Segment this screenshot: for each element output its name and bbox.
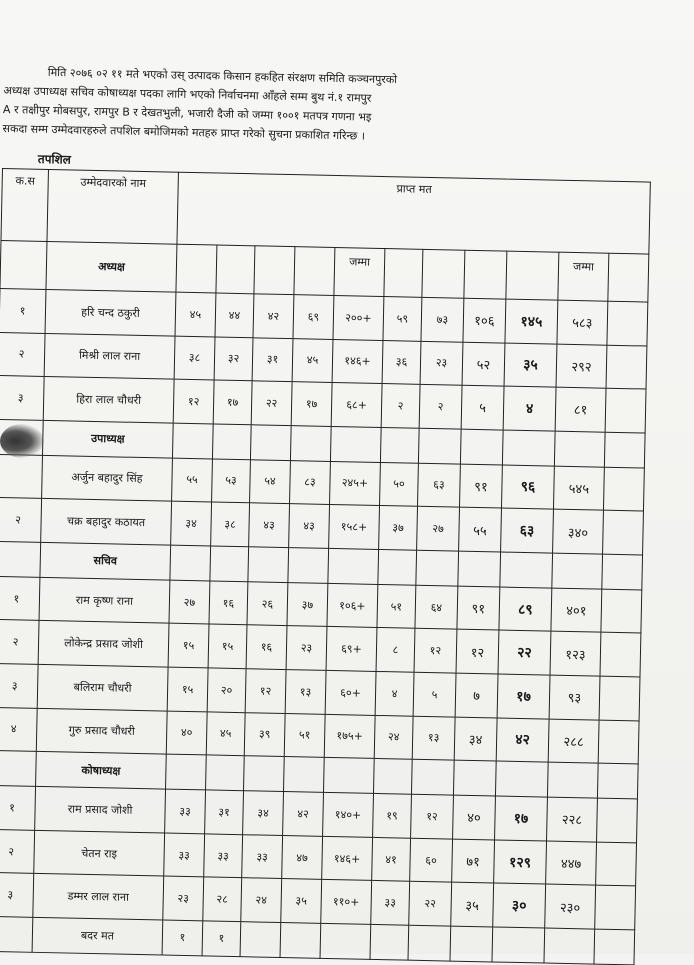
vote-cell: १७ <box>495 796 548 841</box>
vote-cell: ४७ <box>282 835 323 879</box>
vote-cell: ४२ <box>496 718 549 763</box>
vote-cell: २२ <box>409 882 452 926</box>
vote-cell: ३३ <box>164 833 205 877</box>
vote-cell: २७ <box>417 507 460 551</box>
vote-cell: १०६ <box>463 298 506 342</box>
vote-cell: २६ <box>247 582 288 626</box>
vote-cell: ५५ <box>172 458 213 502</box>
empty-cell <box>380 427 419 463</box>
vote-cell: २३० <box>545 884 596 929</box>
empty-cell <box>598 720 639 764</box>
vote-cell: ६० <box>410 838 453 882</box>
vote-cell: २२८ <box>547 797 598 842</box>
intro-line-1: मिति २०७६ ०२ ११ मते भएको उस् उत्पादक किसान हकहित संरक्षण समिति कञ्चनपुरको <box>47 65 398 87</box>
vote-cell: १२ <box>456 630 499 674</box>
vote-cell: ४१ <box>372 837 411 881</box>
list-heading: तपशिल <box>37 151 72 167</box>
sn-cell <box>0 240 47 289</box>
candidate-name: हरि चन्द ठकुरी <box>45 289 176 335</box>
empty-cell <box>602 554 643 590</box>
vote-cell: ६९ <box>293 295 334 339</box>
total-label: जम्मा <box>334 247 385 296</box>
vote-cell: ३७ <box>379 506 418 550</box>
empty-cell <box>495 761 548 797</box>
candidate-name: राम प्रसाद जोशी <box>35 786 166 832</box>
vote-cell: १७ <box>291 382 332 426</box>
vote-cell: ८१ <box>555 387 606 432</box>
vote-cell: ३३ <box>204 834 243 878</box>
sn-cell <box>0 541 41 577</box>
vote-cell: ६३ <box>418 463 461 507</box>
vote-cell: १४५ <box>505 299 558 344</box>
vote-cell: ४० <box>453 795 496 839</box>
empty-cell <box>603 467 644 511</box>
vote-cell: ५१ <box>284 713 325 757</box>
vote-cell: ३१ <box>252 337 293 381</box>
sn-cell: ३ <box>0 663 38 708</box>
vote-cell: १७ <box>213 380 252 424</box>
vote-cell: १५ <box>167 667 208 711</box>
candidate-name: चक्र बहादुर कठायत <box>41 499 172 545</box>
sn-cell <box>0 916 33 952</box>
vote-cell: १२३ <box>550 632 601 677</box>
vote-cell: ३३ <box>242 834 283 878</box>
vote-cell: ३२ <box>214 337 253 381</box>
sn-cell: २ <box>0 332 45 377</box>
invalid-label: बदर मत <box>32 917 163 955</box>
empty-cell <box>288 547 329 583</box>
vote-cell: ८९ <box>499 587 552 632</box>
vote-cell: २४ <box>241 878 282 922</box>
empty-cell <box>216 245 255 294</box>
candidate-name: लोकेन्द्र प्रसाद जोशी <box>38 621 169 667</box>
vote-cell: १ <box>162 920 203 956</box>
empty-cell <box>284 757 325 793</box>
vote-cell: ९३ <box>549 675 600 720</box>
empty-cell <box>416 550 459 586</box>
empty-cell <box>240 922 281 958</box>
empty-cell <box>606 345 647 389</box>
total-label: जम्मा <box>558 252 609 301</box>
candidate-name: हिरा लाल चौधरी <box>43 377 174 423</box>
vote-cell: ४२ <box>283 792 324 836</box>
empty-cell <box>597 798 638 842</box>
vote-cell: १२ <box>173 379 214 423</box>
vote-cell: ३४ <box>171 501 212 545</box>
candidate-name: अर्जुन बहादुर सिंह <box>42 455 173 501</box>
sn-cell: २ <box>0 829 35 874</box>
empty-cell <box>460 429 503 465</box>
empty-cell <box>384 249 423 298</box>
vote-cell: ३४ <box>243 791 284 835</box>
vote-cell: १४०+ <box>323 792 374 837</box>
vote-cell: ५५ <box>459 507 502 551</box>
sn-cell <box>0 751 36 787</box>
vote-cell: ४०१ <box>551 588 602 633</box>
sn-cell: २ <box>0 620 39 665</box>
vote-cell: ३४ <box>454 717 497 761</box>
candidate-name: गुरु प्रसाद चौधरी <box>36 708 167 754</box>
vote-cell: ३६ <box>382 340 421 384</box>
empty-cell <box>408 925 451 961</box>
empty-cell <box>280 922 321 958</box>
vote-cell: १३ <box>412 716 455 760</box>
candidate-name: बलिराम चौधरी <box>37 664 168 710</box>
sn-cell: ३ <box>0 873 34 918</box>
empty-cell <box>604 432 645 468</box>
vote-cell: १४६+ <box>332 339 383 384</box>
section-title: उपाध्यक्ष <box>42 420 173 458</box>
empty-cell <box>370 924 409 960</box>
vote-cell: ३५ <box>504 343 557 388</box>
empty-cell <box>170 545 211 581</box>
sn-cell: २ <box>0 498 42 543</box>
col-name-header: उम्मेदवारको नाम <box>47 169 178 244</box>
empty-cell <box>608 253 649 302</box>
vote-cell: ८ <box>376 628 415 672</box>
vote-cell: २ <box>419 384 462 428</box>
vote-cell: १२ <box>414 629 457 673</box>
vote-cell: १ <box>202 921 241 957</box>
col-sn-header: क.स <box>1 169 48 242</box>
sn-cell: १ <box>0 786 36 831</box>
vote-cell: ९१ <box>459 464 502 508</box>
empty-cell <box>601 589 642 633</box>
vote-cell: ५ <box>413 672 456 716</box>
section-title: सचिव <box>40 542 171 580</box>
empty-cell <box>596 842 637 886</box>
intro-line-4: सकदा सम्म उम्मेदवारहरुले तपशिल बमोजिमको मतहरु प्राप्त गरेको सुचना प्रकाशित गरिन्छ । <box>2 121 366 143</box>
sn-cell: ४ <box>0 707 37 752</box>
vote-cell: २ <box>381 384 420 428</box>
vote-cell: २२ <box>251 381 292 425</box>
vote-cell: ४५ <box>206 712 245 756</box>
vote-cell: ११०+ <box>321 880 372 925</box>
vote-cell: ३८ <box>174 336 215 380</box>
empty-cell <box>373 759 412 795</box>
empty-cell <box>248 547 289 583</box>
vote-cell: ३७ <box>287 582 328 626</box>
vote-cell: १३ <box>285 670 326 714</box>
empty-cell <box>212 424 251 460</box>
vote-cell: ३९ <box>244 712 285 756</box>
candidate-name: डम्मर लाल राना <box>33 874 164 920</box>
empty-cell <box>254 246 295 295</box>
empty-cell <box>599 676 640 720</box>
empty-cell <box>244 756 285 792</box>
vote-cell: ६८+ <box>331 383 382 428</box>
vote-cell: ५३ <box>212 459 251 503</box>
vote-cell: २३ <box>286 626 327 670</box>
intro-paragraph <box>2 62 603 151</box>
empty-cell <box>290 425 331 461</box>
vote-cell: ७१ <box>452 839 495 883</box>
vote-cell: ३३ <box>165 789 206 833</box>
empty-cell <box>172 423 213 459</box>
empty-cell <box>600 633 641 677</box>
empty-cell <box>418 428 461 464</box>
results-table <box>0 168 651 965</box>
vote-cell: ५० <box>380 462 419 506</box>
vote-cell: ५९ <box>383 296 422 340</box>
vote-cell: ५४५ <box>553 466 604 511</box>
vote-cell: ४३ <box>249 503 290 547</box>
vote-cell: २२ <box>498 630 551 675</box>
empty-cell <box>594 929 635 965</box>
vote-cell: २८ <box>203 877 242 921</box>
header-row <box>1 169 650 255</box>
vote-cell: २३ <box>420 341 463 385</box>
empty-cell <box>328 548 379 584</box>
vote-cell: १५८+ <box>329 505 380 550</box>
vote-cell: ४४ <box>215 293 254 337</box>
vote-cell: १७५+ <box>324 714 375 759</box>
vote-cell: १०६+ <box>327 583 378 628</box>
vote-cell: ३५ <box>281 879 322 923</box>
vote-cell: ३५ <box>451 882 494 926</box>
vote-cell: १६ <box>209 581 248 625</box>
vote-cell: ३८ <box>211 502 250 546</box>
vote-cell: ९६ <box>501 465 554 510</box>
empty-cell <box>552 553 603 589</box>
vote-cell: ४४७ <box>546 841 597 886</box>
vote-cell: ६४ <box>415 585 458 629</box>
vote-cell: ५१ <box>377 584 416 628</box>
empty-cell <box>176 244 217 293</box>
vote-cell: २० <box>207 668 246 712</box>
sn-cell: १ <box>0 576 40 621</box>
vote-cell: ८३ <box>290 460 331 504</box>
vote-cell: ९१ <box>457 586 500 630</box>
candidate-name: राम कृष्ण राना <box>39 577 170 623</box>
vote-cell: ३४० <box>553 509 604 554</box>
results-table-body <box>0 169 650 965</box>
empty-cell <box>492 927 545 963</box>
empty-cell <box>206 755 245 791</box>
results-table-wrap <box>0 168 650 965</box>
vote-cell: २८८ <box>548 719 599 764</box>
vote-cell: १२ <box>411 794 454 838</box>
vote-cell: ४० <box>166 711 207 755</box>
empty-cell <box>544 928 595 964</box>
empty-cell <box>250 425 291 461</box>
empty-cell <box>323 758 374 794</box>
candidate-name: चेतन राइ <box>34 830 165 876</box>
vote-cell: ३० <box>493 883 546 928</box>
empty-cell <box>506 251 559 300</box>
sn-cell <box>0 454 42 499</box>
sn-cell: ३ <box>0 376 44 421</box>
empty-cell <box>378 549 417 585</box>
vote-cell: २३ <box>163 876 204 920</box>
empty-cell <box>554 431 605 467</box>
vote-cell: ७ <box>455 673 498 717</box>
empty-cell <box>166 754 207 790</box>
vote-cell: २७ <box>169 580 210 624</box>
vote-cell: ७३ <box>421 297 464 341</box>
vote-cell: ६९+ <box>326 627 377 672</box>
vote-cell: १६ <box>246 625 287 669</box>
vote-cell: ४२ <box>253 294 294 338</box>
empty-cell <box>597 763 638 799</box>
vote-cell: ६३ <box>501 508 554 553</box>
vote-cell: २४५+ <box>330 461 381 506</box>
sn-cell: १ <box>0 288 46 333</box>
vote-cell: ६०+ <box>325 670 376 715</box>
vote-cell: ३१ <box>205 790 244 834</box>
vote-cell: ५८३ <box>557 300 608 345</box>
empty-cell <box>603 510 644 554</box>
vote-cell: १९ <box>373 794 412 838</box>
candidate-name: मिश्री लाल राना <box>44 333 175 379</box>
vote-cell: ५४ <box>250 459 291 503</box>
section-title: अध्यक्ष <box>46 241 177 292</box>
vote-cell: १५ <box>208 624 247 668</box>
vote-cell: १७ <box>497 674 550 719</box>
empty-cell <box>422 249 465 298</box>
vote-cell: १२ <box>245 669 286 713</box>
intro-line-3: A र तक्षीपुर मोबसपुर, रामपुर B र देखतभुली, भजारी दैजी को जम्मा १००१ मतपत्र गणना भइ <box>2 102 372 124</box>
vote-cell: २९२ <box>556 344 607 389</box>
empty-cell <box>294 247 335 296</box>
empty-cell <box>411 759 454 795</box>
vote-cell: ४ <box>375 671 414 715</box>
empty-cell <box>453 760 496 796</box>
vote-cell: २००+ <box>333 295 384 340</box>
vote-cell: १५ <box>168 624 209 668</box>
vote-cell: ४ <box>503 386 556 431</box>
empty-cell <box>210 546 249 582</box>
vote-cell: ४३ <box>289 504 330 548</box>
vote-cell: २४ <box>374 715 413 759</box>
vote-cell: ५२ <box>462 342 505 386</box>
section-title: कोषाध्यक्ष <box>36 752 167 790</box>
vote-cell: ५ <box>461 385 504 429</box>
col-votes-header: प्राप्त मत <box>177 172 650 254</box>
empty-cell <box>607 301 648 345</box>
vote-cell: १४६+ <box>322 836 373 881</box>
intro-line-2: अध्यक्ष उपाध्यक्ष सचिव कोषाध्यक्ष पदका लागि भएको निर्वाचनमा आँहले सम्म बुथ नं.१ रामपुर <box>3 83 372 105</box>
empty-cell <box>502 430 555 466</box>
empty-cell <box>450 926 493 962</box>
empty-cell <box>547 762 598 798</box>
vote-cell: ३३ <box>371 881 410 925</box>
empty-cell <box>464 250 507 299</box>
vote-cell: १२९ <box>494 840 547 885</box>
empty-cell <box>458 551 501 587</box>
vote-cell: ४५ <box>175 292 216 336</box>
ink-blot <box>0 424 44 458</box>
empty-cell <box>605 388 646 432</box>
empty-cell <box>595 885 636 929</box>
empty-cell <box>500 552 553 588</box>
empty-cell <box>330 426 381 462</box>
vote-cell: ४५ <box>292 338 333 382</box>
